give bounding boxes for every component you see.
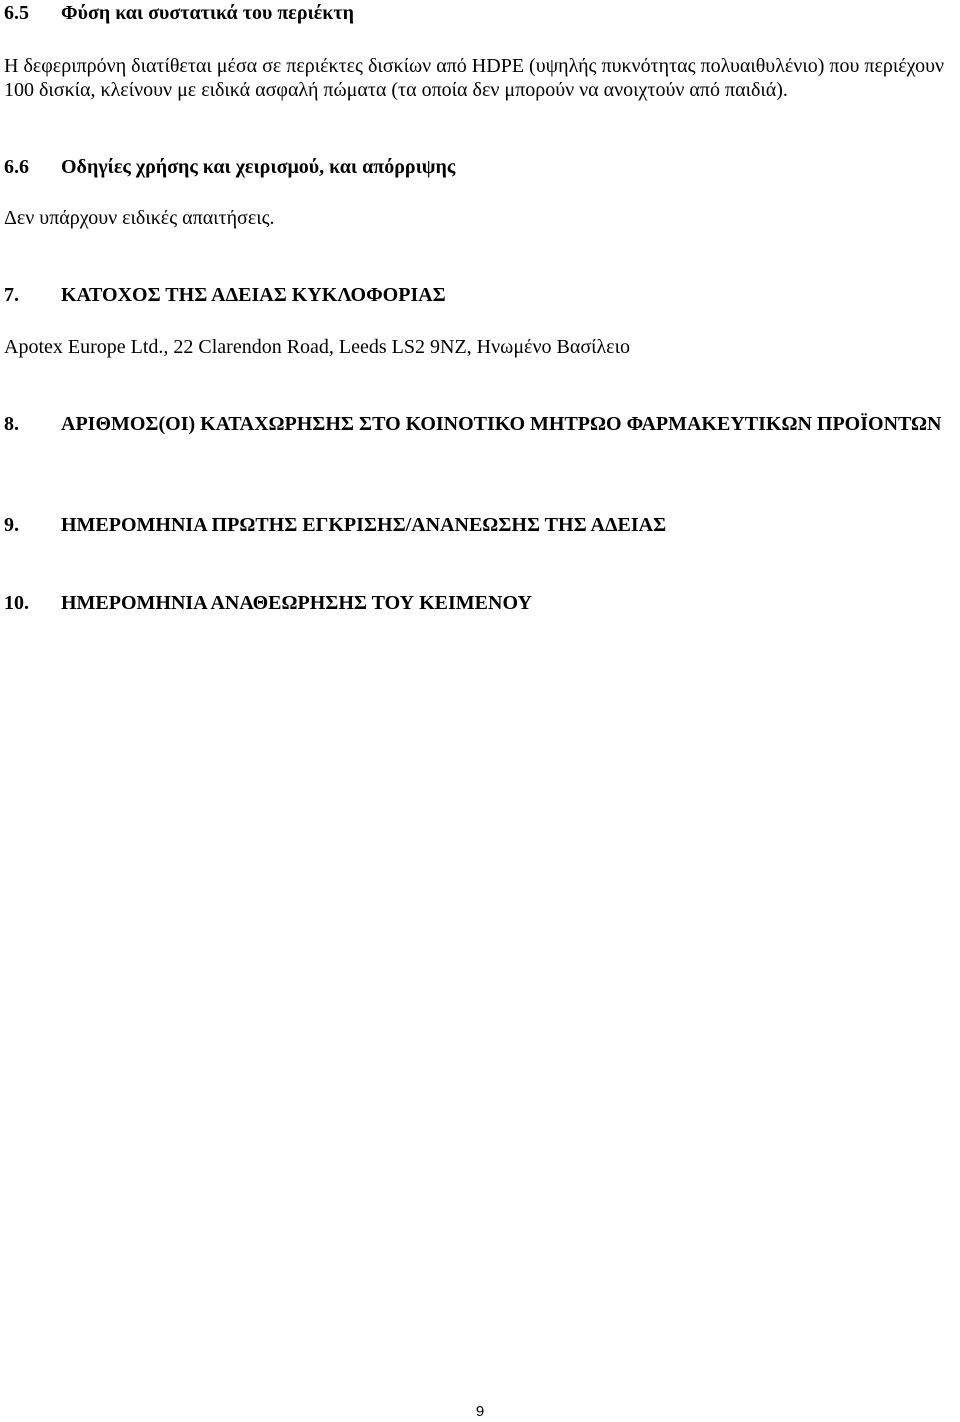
section-8-heading [4,412,956,436]
section-8-number: 8. [4,413,19,435]
section-6-6-title: Οδηγίες χρήσης και χειρισμού, και απόρριψης [61,156,456,178]
section-7-title: ΚΑΤΟΧΟΣ ΤΗΣ ΑΔΕΙΑΣ ΚΥΚΛΟΦΟΡΙΑΣ [61,284,446,306]
section-9-number: 9. [4,514,19,536]
section-8-title: ΑΡΙΘΜΟΣ(ΟΙ) ΚΑΤΑΧΩΡΗΣΗΣ ΣΤΟ ΚΟΙΝΟΤΙΚΟ ΜΗΤΡΩΟ ΦΑΡΜΑΚΕΥΤΙΚΩΝ ΠΡΟΪΟΝΤΩΝ [61,413,942,435]
section-6-5-title: Φύση και συστατικά του περιέκτη [61,2,354,24]
section-6-5-heading [4,1,956,25]
page-number: 9 [475,1403,485,1420]
section-9-heading [4,513,956,537]
section-7-heading [4,283,956,307]
section-10-title: ΗΜΕΡΟΜΗΝΙΑ ΑΝΑΘΕΩΡΗΣΗΣ ΤΟΥ ΚΕΙΜΕΝΟΥ [61,592,532,614]
section-7-number: 7. [4,284,19,306]
section-7-body: Apotex Europe Ltd., 22 Clarendon Road, Leeds LS2 9NZ, Ηνωμένο Βασίλειο [4,336,630,358]
section-6-6-body: Δεν υπάρχουν ειδικές απαιτήσεις. [4,207,275,229]
section-6-5-body: Η δεφεριπρόνη διατίθεται μέσα σε περιέκτες δισκίων από HDPE (υψηλής πυκνότητας πολυαιθυλένιο) που περιέχουν 100 δισκία, κλείνουν με ειδικά ασφαλή πώματα (τα οποία δεν μπορούν να ανοιχτούν από παιδιά). [4,55,945,101]
section-10-heading [4,591,956,615]
section-6-6-number: 6.6 [4,156,29,178]
section-10-number: 10. [4,592,29,614]
section-6-6-heading [4,155,956,179]
section-6-5-number: 6.5 [4,2,29,24]
section-9-title: ΗΜΕΡΟΜΗΝΙΑ ΠΡΩΤΗΣ ΕΓΚΡΙΣΗΣ/ΑΝΑΝΕΩΣΗΣ ΤΗΣ ΑΔΕΙΑΣ [61,514,667,536]
